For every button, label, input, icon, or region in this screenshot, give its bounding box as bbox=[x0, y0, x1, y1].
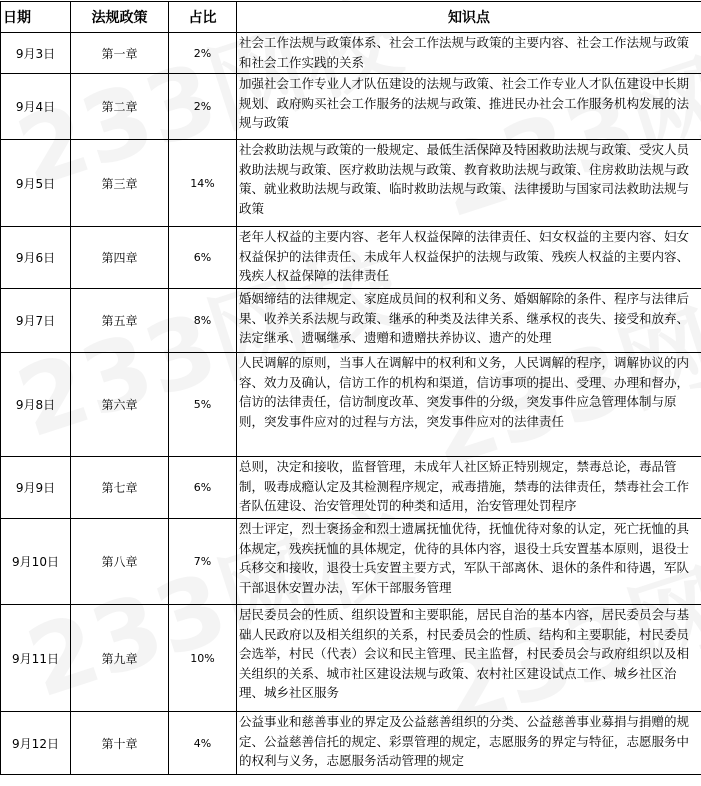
cell-chapter: 第十章 bbox=[71, 712, 169, 775]
table-row bbox=[1, 227, 701, 289]
header-chapter: 法规政策 bbox=[71, 2, 169, 33]
cell-ratio: 6% bbox=[169, 227, 237, 289]
table-row bbox=[1, 353, 701, 457]
cell-date: 9月9日 bbox=[1, 457, 71, 519]
schedule-table bbox=[0, 1, 701, 775]
cell-knowledge: 社会救助法规与政策的一般规定、最低生活保障及特困救助法规与政策、受灾人员救助法规与政策、医疗救助法规与政策、教育救助法规与政策、住房救助法规与政策、就业救助法规与政策、临时救助法规与政策、法律援助与国家司法救助法规与政策 bbox=[237, 140, 701, 227]
cell-ratio: 14% bbox=[169, 140, 237, 227]
cell-knowledge: 居民委员会的性质、组织设置和主要职能，居民自治的基本内容，居民委员会与基础人民政府以及相关组织的关系，村民委员会的性质、结构和主要职能，村民委员会选举，村民（代表）会议和民主管理、民主监督，村民委员会与政府组织以及相关组织的关系、城市社区建设法规与政策、农村社区建设试点工作、城乡社区治理、城乡社区服务 bbox=[237, 605, 701, 712]
cell-ratio: 4% bbox=[169, 712, 237, 775]
cell-date: 9月5日 bbox=[1, 140, 71, 227]
cell-knowledge: 老年人权益的主要内容、老年人权益保障的法律责任、妇女权益的主要内容、妇女权益保护的法律责任、未成年人权益保护的法规与政策、残疾人权益的主要内容、残疾人权益保障的法律责任 bbox=[237, 227, 701, 289]
cell-chapter: 第三章 bbox=[71, 140, 169, 227]
cell-chapter: 第一章 bbox=[71, 33, 169, 74]
header-date: 日期 bbox=[1, 2, 71, 33]
cell-chapter: 第八章 bbox=[71, 519, 169, 605]
cell-date: 9月4日 bbox=[1, 74, 71, 140]
cell-ratio: 7% bbox=[169, 519, 237, 605]
table-header-row bbox=[1, 2, 701, 33]
cell-ratio: 2% bbox=[169, 74, 237, 140]
cell-date: 9月10日 bbox=[1, 519, 71, 605]
cell-ratio: 10% bbox=[169, 605, 237, 712]
cell-knowledge: 婚姻缔结的法律规定、家庭成员间的权利和义务、婚姻解除的条件、程序与法律后果、收养关系法规与政策、继承的种类及法律关系、继承权的丧失、接受和放弃、法定继承、遗嘱继承、遗赠和遗赠扶养协议、遗产的处理 bbox=[237, 289, 701, 353]
header-knowledge: 知识点 bbox=[237, 2, 701, 33]
table-row bbox=[1, 289, 701, 353]
table-row bbox=[1, 140, 701, 227]
cell-knowledge: 人民调解的原则，当事人在调解中的权利和义务，人民调解的程序，调解协议的内容、效力及确认，信访工作的机构和渠道，信访事项的提出、受理、办理和督办，信访的法律责任，信访制度改革、突发事件的分级，突发事件应急管理体制与原则，突发事件应对的过程与方法，突发事件应对的法律责任 bbox=[237, 353, 701, 457]
cell-chapter: 第二章 bbox=[71, 74, 169, 140]
cell-chapter: 第六章 bbox=[71, 353, 169, 457]
cell-date: 9月8日 bbox=[1, 353, 71, 457]
table-row bbox=[1, 457, 701, 519]
cell-chapter: 第四章 bbox=[71, 227, 169, 289]
cell-chapter: 第九章 bbox=[71, 605, 169, 712]
cell-ratio: 2% bbox=[169, 33, 237, 74]
cell-chapter: 第七章 bbox=[71, 457, 169, 519]
cell-date: 9月11日 bbox=[1, 605, 71, 712]
cell-date: 9月6日 bbox=[1, 227, 71, 289]
cell-ratio: 5% bbox=[169, 353, 237, 457]
cell-date: 9月3日 bbox=[1, 33, 71, 74]
cell-date: 9月12日 bbox=[1, 712, 71, 775]
table-row bbox=[1, 74, 701, 140]
cell-ratio: 8% bbox=[169, 289, 237, 353]
cell-knowledge: 公益事业和慈善事业的界定及公益慈善组织的分类、公益慈善事业募捐与捐赠的规定、公益慈善信托的规定、彩票管理的规定，志愿服务的界定与特征，志愿服务中的权利与义务，志愿服务活动管理的规定 bbox=[237, 712, 701, 775]
header-ratio: 占比 bbox=[169, 2, 237, 33]
table-row bbox=[1, 519, 701, 605]
cell-chapter: 第五章 bbox=[71, 289, 169, 353]
cell-knowledge: 总则，决定和接收，监督管理，未成年人社区矫正特别规定，禁毒总论，毒品管制，吸毒成瘾认定及其检测程序规定，戒毒措施，禁毒的法律责任，禁毒社会工作者队伍建设、治安管理处罚的种类和适用，治安管理处罚程序 bbox=[237, 457, 701, 519]
table-row bbox=[1, 33, 701, 74]
cell-ratio: 6% bbox=[169, 457, 237, 519]
table-row bbox=[1, 605, 701, 712]
table-row bbox=[1, 712, 701, 775]
cell-knowledge: 加强社会工作专业人才队伍建设的法规与政策、社会工作专业人才队伍建设中长期规划、政府购买社会工作服务的法规与政策、推进民办社会工作服务机构发展的法规与政策 bbox=[237, 74, 701, 140]
cell-knowledge: 社会工作法规与政策体系、社会工作法规与政策的主要内容、社会工作法规与政策和社会工作实践的关系 bbox=[237, 33, 701, 74]
cell-knowledge: 烈士评定，烈士褒扬金和烈士遗属抚恤优待，抚恤优待对象的认定，死亡抚恤的具体规定，残疾抚恤的具体规定，优待的具体内容，退役士兵安置基本原则，退役士兵移交和接收，退役士兵安置主要方式，军队干部离休、退休的条件和待遇，军队干部退休安置办法，军休干部服务管理 bbox=[237, 519, 701, 605]
cell-date: 9月7日 bbox=[1, 289, 71, 353]
